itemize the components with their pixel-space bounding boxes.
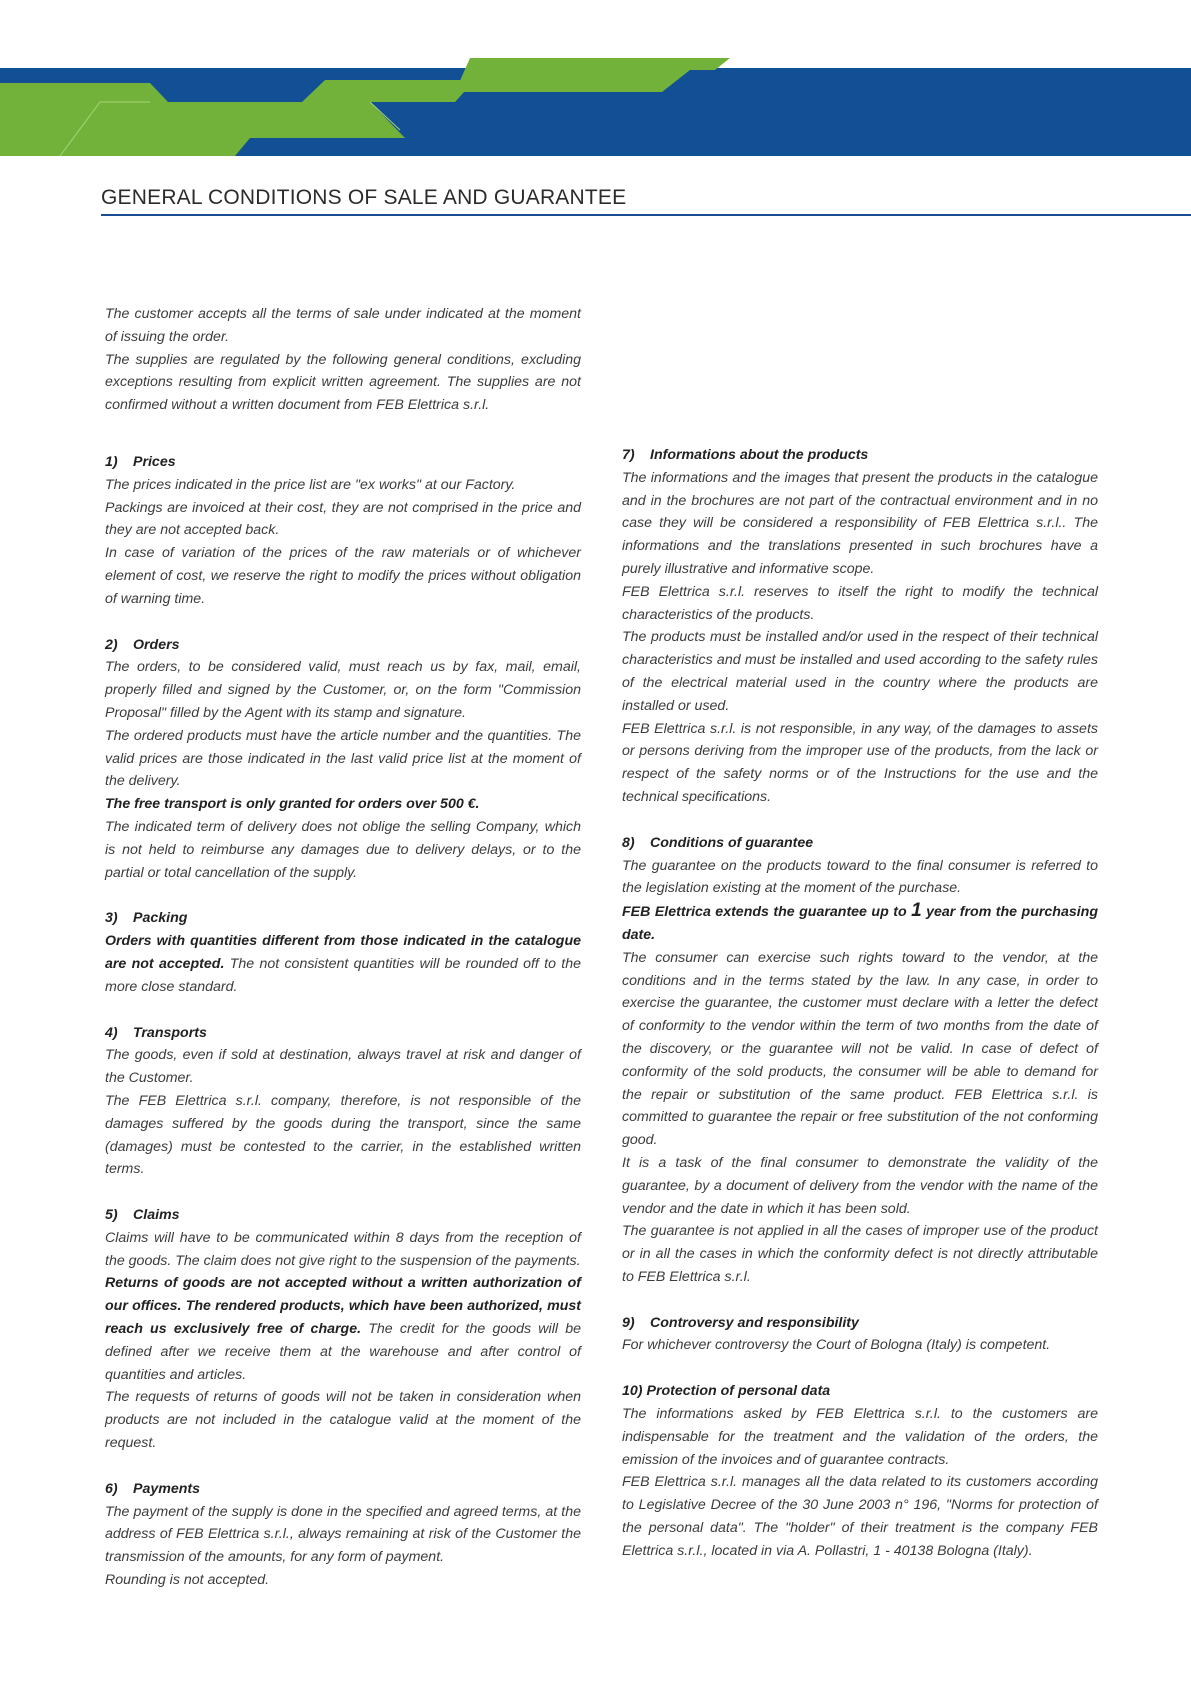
section-product-info [622, 444, 1098, 809]
section-prices [105, 451, 581, 611]
section-paragraph: It is a task of the final consumer to demonstrate the validity of the guarantee, by a document of delivery from the vendor with the name of the vendor and the date in which it has been sold. [622, 1154, 1098, 1217]
section-heading: 2) Orders [105, 636, 180, 653]
banner-green-stripe-mid [302, 80, 475, 102]
section-paragraph: The payment of the supply is done in the specified and agreed terms, at the address of FEB Elettrica s.r.l., always remaining at risk of the Customer the transmission of the amounts, for any form of payment. [105, 1503, 581, 1566]
section-heading: 6) Payments [105, 1480, 201, 1497]
section-heading: 10) Protection of personal data [622, 1383, 831, 1400]
section-paragraph: For whichever controversy the Court of Bologna (Italy) is competent. [622, 1337, 1051, 1354]
section-paragraph: The consumer can exercise such rights toward to the vendor, at the conditions and in the terms stated by the law. In any case, in order to exercise the guarantee, the customer must declare with a letter the defect of conformity to the vendor within the term of two months from the date of the discovery, or the guarantee will not be valid. In case of defect of conformity of the sold products, the consumer will be able to demand for the repair or substitution of the same product. FEB Elettrica s.r.l. is committed to guarantee the repair or free substitution of the not conforming good. [622, 949, 1098, 1149]
section-paragraph: FEB Elettrica s.r.l. manages all the data related to its customers according to Legislative Decree of the 30 June 2003 n° 196, "Norms for protection of the personal data". The "holder" of their treatment is the company FEB Elettrica s.r.l., located in via A. Pollastri, 1 - 40138 Bologna (Italy). [622, 1474, 1098, 1559]
section-heading: 4) Transports [105, 1024, 207, 1041]
left-column [105, 303, 581, 1615]
section-paragraph: The prices indicated in the price list are "ex works" at our Factory. [105, 476, 516, 493]
section-paragraph: The FEB Elettrica s.r.l. company, therefore, is not responsible of the damages suffered by the goods during the transport, since the same (damages) must be contested to the carrier, in the established written terms. [105, 1092, 581, 1178]
intro [105, 303, 581, 417]
section-paragraph: Orders with quantities different from those indicated in the catalogue are not accepted. The not consistent quantities will be rounded off to the more close standard. [105, 933, 581, 995]
intro-paragraph: The customer accepts all the terms of sale under indicated at the moment of issuing the order. [105, 306, 581, 345]
section-paragraph: In case of variation of the prices of the raw materials or of whichever element of cost, we reserve the right to modify the prices without obligation of warning time. [105, 545, 581, 607]
section-paragraph: The ordered products must have the article number and the quantities. The valid prices are those indicated in the last valid price list at the moment of the delivery. [105, 727, 581, 790]
section-controversy [622, 1312, 1098, 1358]
section-paragraph: The orders, to be considered valid, must reach us by fax, mail, email, properly filled and signed by the Customer, or, on the form "Commission Proposal" filled by the Agent with its stamp and signature. [105, 659, 581, 721]
section-paragraph: Claims will have to be communicated within 8 days from the reception of the goods. The claim does not give right to the suspension of the payments. [105, 1229, 581, 1269]
header-banner [0, 0, 1191, 160]
section-paragraph: The goods, even if sold at destination, always travel at risk and danger of the Customer. [105, 1047, 581, 1087]
section-paragraph: The requests of returns of goods will not be taken in consideration when products are not included in the catalogue valid at the moment of the request. [105, 1389, 581, 1452]
section-transports [105, 1022, 581, 1182]
section-paragraph: FEB Elettrica s.r.l. reserves to itself the right to modify the technical characteristics of the products. [622, 583, 1098, 623]
section-paragraph: Rounding is not accepted. [105, 1572, 270, 1589]
guarantee-extension-note: FEB Elettrica extends the guarantee up to 1 year from the purchasing date. [622, 900, 1098, 943]
title-underline [101, 214, 1191, 216]
section-payments [105, 1478, 581, 1592]
section-paragraph: The guarantee is not applied in all the cases of improper use of the product or in all the cases in which the conformity defect is not directly attributable to FEB Elettrica s.r.l. [622, 1223, 1098, 1285]
section-heading: 8) Conditions of guarantee [622, 834, 814, 851]
section-heading: 7) Informations about the products [622, 447, 869, 463]
section-heading: 1) Prices [105, 453, 176, 470]
section-heading: 9) Controversy and responsibility [622, 1314, 859, 1331]
section-personal-data [622, 1380, 1098, 1562]
section-orders [105, 634, 581, 885]
right-column [622, 444, 1098, 1586]
section-heading: 3) Packing [105, 910, 188, 927]
section-guarantee [622, 832, 1098, 1289]
section-paragraph: The products must be installed and/or used in the respect of their technical characteristics and must be installed and used according to the safety rules of the electrical material used in the country where the products are installed or used. [622, 629, 1098, 714]
section-paragraph: Returns of goods are not accepted without a written authorization of our offices. The rendered products, which have been authorized, must reach us exclusively free of charge. The credit for the goods will be defined after we receive them at the warehouse and after control of quantities and articles. [105, 1275, 581, 1383]
section-paragraph: The informations and the images that present the products in the catalogue and in the brochures are not part of the contractual environment and in no case they will be considered a responsibility of FEB Elettrica s.r.l.. The informations and the translations presented in such brochures have a purely illustrative and informative scope. [622, 469, 1098, 577]
page-title: GENERAL CONDITIONS OF SALE AND GUARANTEE [101, 186, 627, 209]
section-heading: 5) Claims [105, 1207, 180, 1224]
banner-green-stripe-left [0, 83, 168, 102]
section-paragraph: The guarantee on the products toward to the final consumer is referred to the legislation existing at the moment of the purchase. [622, 857, 1098, 897]
section-claims [105, 1204, 581, 1455]
section-paragraph: FEB Elettrica s.r.l. is not responsible, in any way, of the damages to assets or persons deriving from the improper use of the products, from the lack or respect of the safety norms or of the Instructions for the use and the technical specifications. [622, 720, 1098, 805]
section-packing [105, 907, 581, 998]
section-paragraph: Packings are invoiced at their cost, they are not comprised in the price and they are not accepted back. [105, 499, 581, 539]
section-paragraph: The indicated term of delivery does not oblige the selling Company, which is not held to reimburse any damages due to delivery delays, or to the partial or total cancellation of the supply. [105, 818, 581, 881]
free-transport-note: The free transport is only granted for orders over 500 €. [105, 796, 480, 813]
intro-paragraph: The supplies are regulated by the following general conditions, excluding exceptions resulting from explicit written agreement. The supplies are not confirmed without a written document from FEB Elettrica s.r.l. [105, 351, 581, 414]
section-paragraph: The informations asked by FEB Elettrica s.r.l. to the customers are indispensable for the treatment and the validation of the orders, the emission of the invoices and of guarantee contracts. [622, 1406, 1098, 1468]
